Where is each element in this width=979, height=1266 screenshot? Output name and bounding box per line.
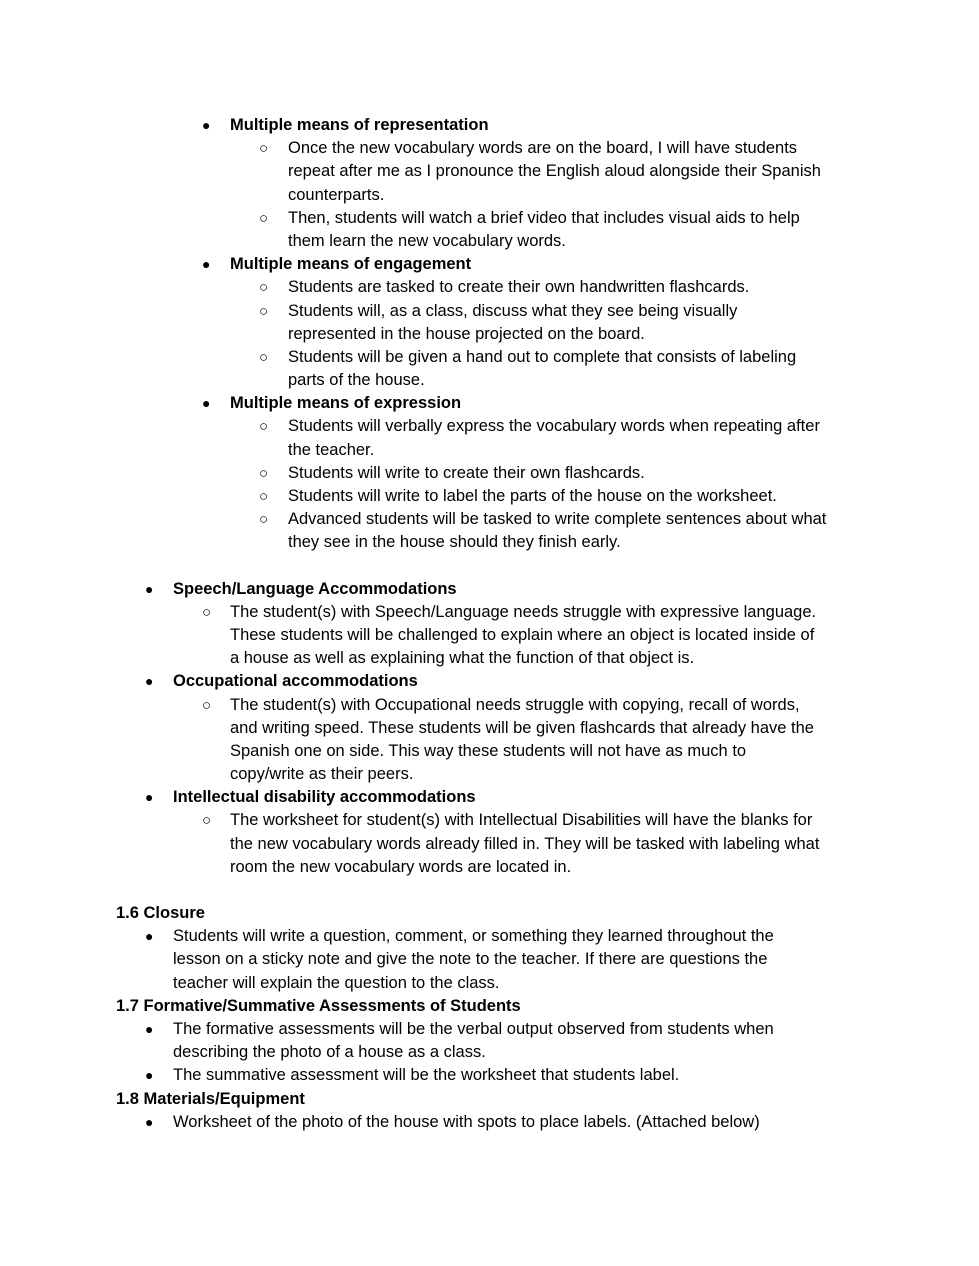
- list-item-text: represented in the house projected on the board.: [288, 324, 645, 343]
- list-item-text: Worksheet of the photo of the house with spots to place labels. (Attached below): [173, 1112, 760, 1131]
- list-item-text: Students will be given a hand out to complete that consists of labeling: [288, 347, 797, 366]
- list-item-continuation: [0, 323, 979, 346]
- list-item-text: room the new vocabulary words are located in.: [230, 857, 572, 876]
- list-item-text: Students are tasked to create their own handwritten flashcards.: [288, 278, 750, 297]
- list-item: [0, 1018, 979, 1041]
- bullet-circle-icon: ○: [259, 511, 269, 529]
- engagement-heading-row: [0, 253, 979, 276]
- intellectual-heading: Intellectual disability accommodations: [173, 788, 476, 807]
- list-item-text: The summative assessment will be the worksheet that students label.: [173, 1066, 680, 1085]
- bullet-disc-icon: ●: [145, 580, 154, 597]
- list-item-continuation: [0, 624, 979, 647]
- bullet-circle-icon: ○: [259, 279, 269, 297]
- bullet-disc-icon: ●: [202, 117, 211, 133]
- speech-section: [0, 578, 979, 671]
- bullet-disc-icon: ●: [145, 1113, 154, 1130]
- list-item-continuation: [0, 1041, 979, 1064]
- representation-heading-row: [0, 114, 979, 137]
- speech-heading-row: [0, 578, 979, 601]
- bullet-circle-icon: ○: [259, 464, 269, 482]
- list-item-text: Students will write to create their own flashcards.: [288, 463, 645, 482]
- bullet-circle-icon: ○: [259, 209, 269, 227]
- bullet-disc-icon: ●: [202, 256, 211, 273]
- list-item-text: they see in the house should they finish early.: [288, 533, 621, 552]
- engagement-heading: Multiple means of engagement: [230, 255, 472, 274]
- assessments-section: [0, 995, 979, 1088]
- list-item: [0, 694, 979, 717]
- list-item: [0, 809, 979, 832]
- list-item-continuation: [0, 531, 979, 554]
- list-item-text: counterparts.: [288, 185, 385, 204]
- materials-heading-row: [0, 1088, 979, 1111]
- list-item-continuation: [0, 647, 979, 670]
- list-item-continuation: [0, 230, 979, 253]
- list-item-text: The student(s) with Occupational needs struggle with copying, recall of words,: [230, 695, 800, 714]
- list-item-text: repeat after me as I pronounce the English aloud alongside their Spanish: [288, 162, 821, 181]
- list-item: [0, 462, 979, 485]
- spacer: [0, 555, 979, 578]
- list-item-text: Students will write to label the parts of the house on the worksheet.: [288, 487, 777, 505]
- assessments-heading-row: [0, 995, 979, 1018]
- list-item: [0, 485, 979, 508]
- list-item-text: The student(s) with Speech/Language needs struggle with expressive language.: [230, 602, 817, 621]
- list-item-text: them learn the new vocabulary words.: [288, 231, 566, 250]
- list-item-text: lesson on a sticky note and give the note to the teacher. If there are questions the: [173, 950, 768, 969]
- bullet-disc-icon: ●: [145, 789, 154, 806]
- list-item-text: the teacher.: [288, 440, 375, 459]
- bullet-disc-icon: ●: [145, 1067, 154, 1084]
- closure-heading-row: [0, 902, 979, 925]
- list-item: [0, 601, 979, 624]
- list-item-text: describing the photo of a house as a class.: [173, 1043, 486, 1062]
- list-item-text: Students will verbally express the vocabulary words when repeating after: [288, 417, 820, 436]
- representation-heading: Multiple means of representation: [230, 116, 489, 134]
- list-item-continuation: [0, 740, 979, 763]
- bullet-disc-icon: ●: [202, 395, 211, 412]
- closure-section: [0, 902, 979, 995]
- list-item: [0, 1111, 979, 1134]
- bullet-circle-icon: ○: [202, 603, 212, 621]
- list-item: [0, 346, 979, 369]
- spacer: [0, 879, 979, 902]
- list-item-text: Once the new vocabulary words are on the board, I will have students: [288, 139, 798, 158]
- intellectual-heading-row: [0, 786, 979, 809]
- list-item: [0, 415, 979, 438]
- bullet-circle-icon: ○: [259, 348, 269, 366]
- list-item-continuation: [0, 369, 979, 392]
- list-item-text: parts of the house.: [288, 371, 425, 390]
- representation-section: [0, 114, 979, 253]
- expression-heading: Multiple means of expression: [230, 394, 462, 413]
- list-item-text: teacher will explain the question to the class.: [173, 973, 500, 992]
- list-item: [0, 300, 979, 323]
- occupational-section: [0, 670, 979, 786]
- list-item-text: The worksheet for student(s) with Intellectual Disabilities will have the blanks for: [230, 811, 813, 830]
- list-item-text: Students will, as a class, discuss what they see being visually: [288, 301, 738, 320]
- list-item-text: the new vocabulary words already filled in. They will be tasked with labeling what: [230, 834, 820, 853]
- list-item-continuation: [0, 948, 979, 971]
- list-item-text: Advanced students will be tasked to write complete sentences about what: [288, 510, 827, 529]
- engagement-section: [0, 253, 979, 392]
- document-page: [0, 114, 979, 1134]
- occupational-heading-row: [0, 670, 979, 693]
- bullet-circle-icon: ○: [259, 488, 269, 505]
- bullet-circle-icon: ○: [202, 696, 212, 714]
- list-item-continuation: [0, 763, 979, 786]
- materials-section: [0, 1088, 979, 1134]
- list-item-text: These students will be challenged to explain where an object is located inside of: [230, 625, 815, 644]
- list-item: [0, 276, 979, 299]
- bullet-circle-icon: ○: [202, 812, 212, 830]
- expression-section: [0, 392, 979, 554]
- list-item-text: copy/write as their peers.: [230, 765, 414, 784]
- speech-heading: Speech/Language Accommodations: [173, 579, 457, 598]
- list-item: [0, 925, 979, 948]
- materials-heading: 1.8 Materials/Equipment: [116, 1089, 305, 1108]
- list-item-text: and writing speed. These students will be given flashcards that already have the: [230, 718, 814, 737]
- list-item-text: The formative assessments will be the verbal output observed from students when: [173, 1019, 774, 1038]
- assessments-heading: 1.7 Formative/Summative Assessments of Students: [116, 996, 521, 1015]
- list-item-continuation: [0, 439, 979, 462]
- list-item: [0, 1064, 979, 1087]
- list-item-text: Then, students will watch a brief video that includes visual aids to help: [288, 208, 800, 227]
- bullet-disc-icon: ●: [145, 928, 154, 945]
- intellectual-section: [0, 786, 979, 879]
- bullet-circle-icon: ○: [259, 140, 269, 158]
- list-item: [0, 207, 979, 230]
- bullet-circle-icon: ○: [259, 302, 269, 320]
- list-item-continuation: [0, 833, 979, 856]
- list-item-text: Students will write a question, comment, or something they learned throughout the: [173, 927, 774, 946]
- list-item-continuation: [0, 717, 979, 740]
- closure-heading: 1.6 Closure: [116, 904, 205, 922]
- bullet-disc-icon: ●: [145, 673, 154, 690]
- list-item-continuation: [0, 160, 979, 183]
- bullet-circle-icon: ○: [259, 418, 269, 436]
- list-item-continuation: [0, 972, 979, 995]
- list-item-continuation: [0, 184, 979, 207]
- list-item-text: a house as well as explaining what the function of that object is.: [230, 649, 695, 668]
- bullet-disc-icon: ●: [145, 1020, 154, 1037]
- list-item: [0, 137, 979, 160]
- list-item: [0, 508, 979, 531]
- occupational-heading: Occupational accommodations: [173, 672, 418, 691]
- expression-heading-row: [0, 392, 979, 415]
- list-item-text: Spanish one on side. This way these students will not have as much to: [230, 741, 747, 760]
- list-item-continuation: [0, 856, 979, 879]
